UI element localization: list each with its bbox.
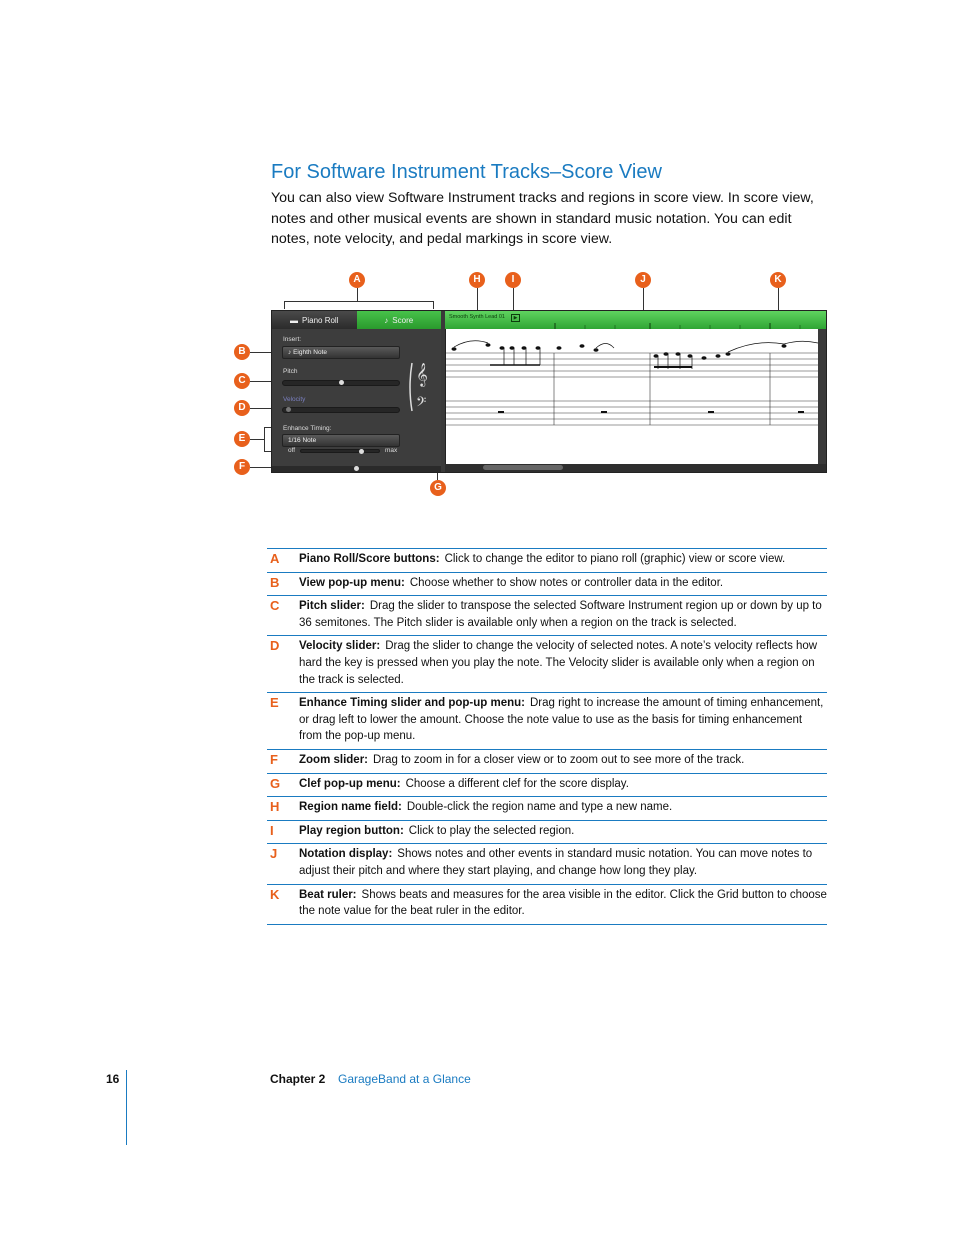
row-description: Drag the slider to change the velocity of selected notes. A note’s velocity reflects how hard the key is pressed when you play the note. The Velocity slider is available only when a region on the track is selected. — [299, 640, 818, 686]
description-row — [267, 692, 827, 749]
velocity-label: Velocity — [283, 396, 306, 403]
enhance-timing-label: Enhance Timing: — [283, 425, 332, 432]
row-description: Click to play the selected region. — [408, 824, 575, 837]
description-row — [267, 572, 827, 596]
leader-line — [284, 301, 285, 309]
row-description: Drag the slider to transpose the selected Software Instrument region up or down by up to 36 semitones. The Pitch slider is available only when a region on the track is selected. — [299, 600, 822, 629]
callout-i: I — [505, 272, 521, 288]
score-editor — [271, 310, 827, 473]
callout-e: E — [234, 431, 250, 447]
leader-line — [433, 301, 434, 309]
description-row — [267, 773, 827, 797]
row-letter: C — [270, 598, 280, 614]
pitch-slider[interactable] — [282, 380, 400, 386]
score-view-figure — [0, 260, 954, 500]
row-description: Shows notes and other events in standard music notation. You can move notes to adjust their pitch and where they start playing, and change how long they play. — [299, 848, 813, 877]
leader-line — [284, 301, 434, 302]
row-text — [299, 575, 827, 592]
row-text — [299, 752, 827, 769]
row-letter: B — [270, 574, 280, 590]
piano-roll-button[interactable] — [272, 311, 357, 329]
insert-label: Insert: — [283, 336, 302, 343]
beat-ruler[interactable] — [445, 311, 826, 329]
row-description: Choose whether to show notes or controller data in the editor. — [409, 576, 724, 589]
piano-roll-label: Piano Roll — [302, 315, 339, 325]
row-text — [299, 823, 827, 840]
pitch-label: Pitch — [283, 368, 298, 375]
off-label: off — [288, 447, 296, 454]
row-text — [299, 799, 827, 816]
description-row — [267, 796, 827, 820]
enhance-timing-value: 1/16 Note — [288, 437, 317, 444]
row-term: Zoom slider: — [299, 753, 369, 766]
enhance-timing-knob[interactable] — [359, 449, 364, 454]
max-label: max — [385, 447, 398, 454]
notation-display[interactable] — [445, 329, 818, 464]
row-term: Notation display: — [299, 848, 393, 861]
row-description: Double-click the region name and type a new name. — [406, 801, 673, 814]
description-row — [267, 820, 827, 844]
velocity-slider[interactable] — [282, 407, 400, 413]
row-description: Click to change the editor to piano roll (graphic) view or score view. — [444, 553, 786, 565]
row-term: Clef pop-up menu: — [299, 777, 401, 790]
clef-popup-menu[interactable] — [408, 357, 442, 417]
leader-line — [250, 439, 264, 440]
svg-text:𝄢: 𝄢 — [416, 394, 427, 413]
callout-c: C — [234, 373, 250, 389]
description-row — [267, 843, 827, 883]
enhance-timing-popup[interactable] — [282, 434, 400, 447]
score-staff — [446, 329, 819, 464]
row-text — [299, 846, 827, 879]
row-letter: I — [270, 822, 274, 838]
pitch-slider-knob[interactable] — [339, 380, 344, 385]
callout-j: J — [635, 272, 651, 288]
eighth-note-icon: ♪ — [288, 349, 294, 356]
row-term: Velocity slider: — [299, 640, 381, 653]
row-letter: F — [270, 751, 278, 767]
callout-k: K — [770, 272, 786, 288]
leader-line — [357, 288, 358, 301]
row-description: Drag right to increase the amount of timing enhancement, or drag left to lower the amount. Choose the note value to use as the basis for timing enhancement from the pop-up menu. — [299, 697, 824, 743]
callout-h: H — [469, 272, 485, 288]
callout-a: A — [349, 272, 365, 288]
row-term: Region name field: — [299, 801, 402, 814]
description-row — [267, 595, 827, 635]
ruler-ticks — [445, 311, 826, 329]
clef-icon — [408, 357, 442, 417]
row-term: Piano Roll/Score buttons: — [299, 553, 440, 565]
section-title: For Software Instrument Tracks–Score View — [271, 161, 662, 183]
row-letter: A — [270, 551, 280, 566]
scroll-thumb[interactable] — [483, 465, 563, 470]
leader-line — [264, 427, 265, 452]
row-text — [299, 695, 827, 745]
description-row — [267, 884, 827, 925]
description-row — [267, 548, 827, 572]
row-letter: H — [270, 799, 280, 815]
row-letter: E — [270, 695, 279, 711]
zoom-slider[interactable] — [272, 466, 441, 472]
chapter-title-link[interactable]: GarageBand at a Glance — [338, 1072, 471, 1086]
description-row — [267, 749, 827, 773]
zoom-slider-knob[interactable] — [354, 466, 359, 471]
region-name-field[interactable]: Smooth Synth Lead 01 — [449, 314, 505, 320]
row-term: Enhance Timing slider and pop-up menu: — [299, 697, 525, 710]
row-term: Pitch slider: — [299, 600, 365, 613]
velocity-slider-knob[interactable] — [286, 407, 291, 412]
callout-b: B — [234, 344, 250, 360]
enhance-timing-slider[interactable] — [300, 449, 380, 453]
callout-f: F — [234, 459, 250, 475]
callout-g: G — [430, 480, 446, 496]
row-description: Choose a different clef for the score display. — [405, 777, 629, 790]
intro-paragraph: You can also view Software Instrument tracks and regions in score view. In score view, notes and other musical events are shown in standard music notation. You can edit notes, note velocity, and pedal markings in score view. — [271, 190, 814, 247]
page-number: 16 — [106, 1072, 120, 1086]
row-term: View pop-up menu: — [299, 576, 405, 589]
footer-rule — [126, 1070, 127, 1145]
row-text — [299, 887, 827, 920]
editor-tabs — [272, 311, 441, 329]
note-icon: ♪ — [384, 315, 389, 325]
callout-d: D — [234, 400, 250, 416]
svg-text:𝄞: 𝄞 — [416, 362, 428, 386]
row-letter: D — [270, 638, 280, 654]
score-button[interactable] — [357, 311, 442, 329]
insert-value: Eighth Note — [293, 349, 328, 356]
chapter-label: Chapter 2 — [270, 1072, 326, 1086]
row-text — [299, 638, 827, 688]
editor-main — [445, 311, 826, 472]
row-text — [299, 776, 827, 793]
row-term: Beat ruler: — [299, 888, 357, 901]
horizontal-scrollbar[interactable] — [445, 464, 826, 472]
row-letter: J — [270, 846, 278, 862]
row-text — [299, 598, 827, 631]
row-letter: K — [270, 886, 280, 902]
row-text — [299, 551, 827, 568]
play-icon: ▶ — [513, 315, 518, 321]
row-description: Drag to zoom in for a closer view or to zoom out to see more of the track. — [373, 753, 745, 766]
row-description: Shows beats and measures for the area visible in the editor. Click the Grid button to choose the note value for the beat ruler in the editor. — [299, 888, 827, 918]
view-popup-menu[interactable] — [282, 346, 400, 359]
score-label: Score — [392, 315, 414, 325]
piano-roll-icon: ▬ — [290, 315, 299, 325]
row-letter: G — [270, 775, 281, 791]
description-row — [267, 635, 827, 692]
row-term: Play region button: — [299, 824, 404, 837]
vertical-scrollbar[interactable] — [818, 329, 826, 464]
callout-descriptions — [267, 548, 827, 925]
